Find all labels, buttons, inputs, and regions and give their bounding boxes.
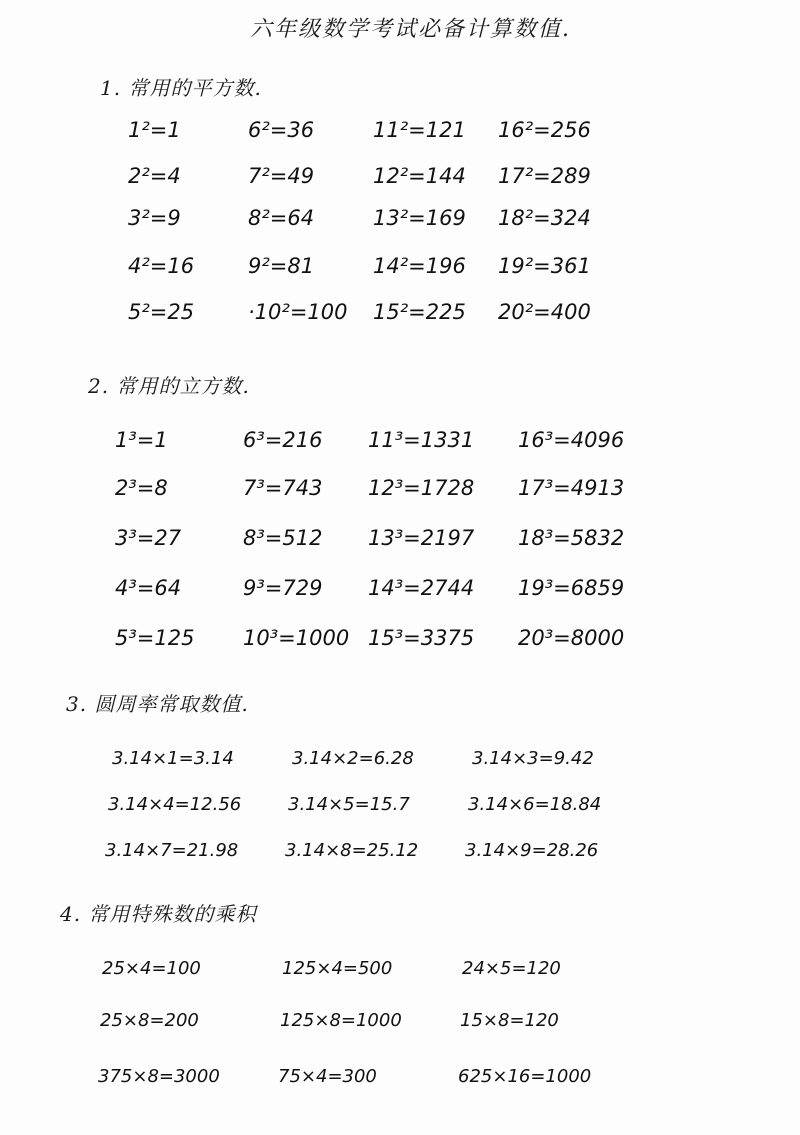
pi-entry: 3.14×6=18.84: [468, 794, 602, 815]
square-entry: 14²=196: [373, 254, 466, 278]
cube-entry: 14³=2744: [368, 576, 475, 600]
cube-entry: 15³=3375: [368, 626, 475, 650]
cubes-row: [115, 626, 643, 650]
square-entry: 8²=64: [248, 206, 315, 230]
product-entry: 125×4=500: [282, 958, 393, 979]
products-row: [102, 958, 642, 979]
cubes-row: [115, 576, 643, 600]
pi-entry: 3.14×7=21.98: [105, 840, 239, 861]
products-row: [100, 1010, 640, 1031]
cubes-row: [115, 526, 643, 550]
cube-entry: 9³=729: [243, 576, 323, 600]
squares-row: [128, 206, 623, 230]
cube-entry: 2³=8: [115, 476, 168, 500]
cube-entry: 6³=216: [243, 428, 323, 452]
pi-row: [108, 794, 648, 815]
square-entry: 16²=256: [498, 118, 591, 142]
pi-row: [112, 748, 652, 769]
section-heading-special-products: 4. 常用特殊数的乘积: [60, 902, 257, 926]
square-entry: 12²=144: [373, 164, 466, 188]
squares-row: [128, 254, 623, 278]
section-heading-squares: 1. 常用的平方数.: [100, 76, 262, 100]
square-entry: 18²=324: [498, 206, 591, 230]
cube-entry: 16³=4096: [518, 428, 625, 452]
squares-row: [128, 118, 623, 142]
square-entry: 19²=361: [498, 254, 591, 278]
pi-entry: 3.14×3=9.42: [472, 748, 594, 769]
square-entry: 11²=121: [373, 118, 466, 142]
cube-entry: 5³=125: [115, 626, 195, 650]
squares-row: [128, 164, 623, 188]
pi-entry: 3.14×4=12.56: [108, 794, 242, 815]
pi-entry: 3.14×5=15.7: [288, 794, 410, 815]
squares-row: [128, 300, 623, 324]
pi-entry: 3.14×2=6.28: [292, 748, 414, 769]
cube-entry: 3³=27: [115, 526, 182, 550]
pi-row: [105, 840, 645, 861]
cube-entry: 8³=512: [243, 526, 323, 550]
cubes-row: [115, 476, 643, 500]
section-heading-cubes: 2. 常用的立方数.: [88, 374, 250, 398]
cube-entry: 18³=5832: [518, 526, 625, 550]
product-entry: 24×5=120: [462, 958, 561, 979]
pi-entry: 3.14×8=25.12: [285, 840, 419, 861]
cube-entry: 12³=1728: [368, 476, 475, 500]
square-entry: 1²=1: [128, 118, 181, 142]
square-entry: 13²=169: [373, 206, 466, 230]
product-entry: 125×8=1000: [280, 1010, 402, 1031]
product-entry: 15×8=120: [460, 1010, 559, 1031]
product-entry: 75×4=300: [278, 1066, 377, 1087]
cube-entry: 11³=1331: [368, 428, 475, 452]
cube-entry: 17³=4913: [518, 476, 625, 500]
page-title: 六年级数学考试必备计算数值.: [250, 17, 571, 42]
square-entry: 17²=289: [498, 164, 591, 188]
product-entry: 25×4=100: [102, 958, 201, 979]
pi-entry: 3.14×9=28.26: [465, 840, 599, 861]
cube-entry: 4³=64: [115, 576, 182, 600]
square-entry: ·10²=100: [248, 300, 348, 324]
square-entry: 20²=400: [498, 300, 591, 324]
square-entry: 9²=81: [248, 254, 315, 278]
square-entry: 3²=9: [128, 206, 181, 230]
cube-entry: 13³=2197: [368, 526, 475, 550]
cube-entry: 1³=1: [115, 428, 168, 452]
square-entry: 15²=225: [373, 300, 466, 324]
cube-entry: 7³=743: [243, 476, 323, 500]
square-entry: 4²=16: [128, 254, 195, 278]
square-entry: 2²=4: [128, 164, 181, 188]
square-entry: 6²=36: [248, 118, 315, 142]
square-entry: 7²=49: [248, 164, 315, 188]
cube-entry: 20³=8000: [518, 626, 625, 650]
section-heading-pi: 3. 圆周率常取数值.: [66, 692, 249, 716]
cube-entry: 10³=1000: [243, 626, 350, 650]
products-row: [98, 1066, 638, 1087]
pi-entry: 3.14×1=3.14: [112, 748, 234, 769]
product-entry: 625×16=1000: [458, 1066, 592, 1087]
product-entry: 375×8=3000: [98, 1066, 220, 1087]
cube-entry: 19³=6859: [518, 576, 625, 600]
square-entry: 5²=25: [128, 300, 195, 324]
cubes-row: [115, 428, 643, 452]
product-entry: 25×8=200: [100, 1010, 199, 1031]
